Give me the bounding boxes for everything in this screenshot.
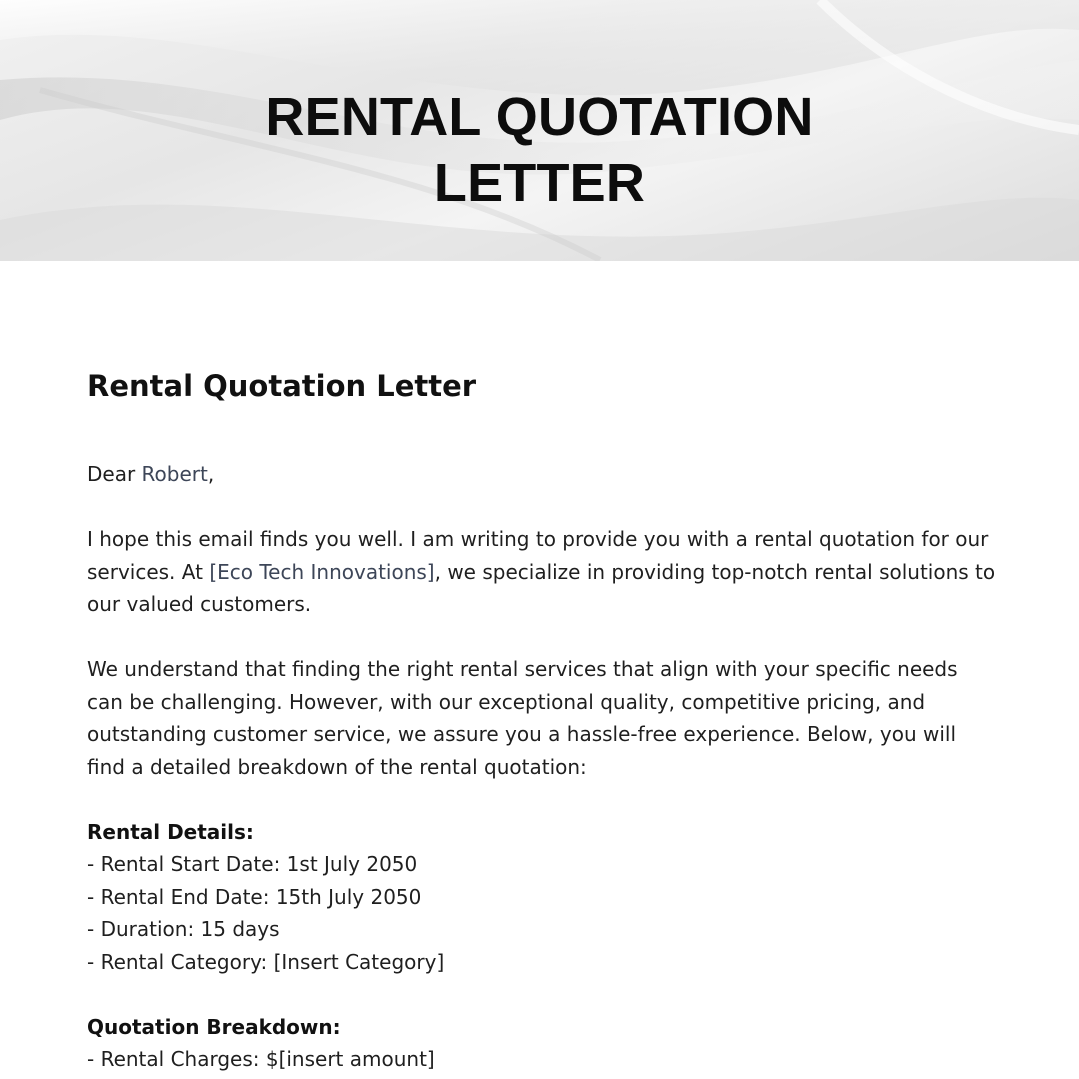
greeting-suffix: , [207,462,215,486]
intro-part2: , we specialize in providing top-notch rental solutions to our valued customers. [87,559,996,616]
rental-details-label: Rental Details: [87,819,254,844]
intro-paragraph [87,523,997,621]
banner-title-line2: LETTER [433,153,646,213]
body-paragraph: We understand that finding the right rental services that align with your specific needs can be challenging. However, with our exceptional quality, competitive pricing, and outstanding customer service, we assure you a hassle-free experience. Below, you will find a detailed breakdown of the rental quotation: [87,657,958,779]
quotation-breakdown-label: Quotation Breakdown: [87,1014,341,1039]
banner-title [0,84,1079,216]
quotation-breakdown-section [87,1011,997,1076]
greeting [87,458,997,491]
recipient-name: Robert [141,462,208,486]
document-heading: Rental Quotation Letter [87,369,477,403]
list-item: - Rental Start Date: 1st July 2050 [87,852,418,876]
company-name: [Eco Tech Innovations] [209,559,435,584]
banner-title-line1: RENTAL QUOTATION [265,87,814,147]
list-item: - Rental End Date: 15th July 2050 [87,884,422,909]
intro-part1: I hope this email finds you well. I am writing to provide you with a rental quotation for our services. At [87,527,989,584]
letter-body [87,360,997,1076]
list-item: - Duration: 15 days [87,917,280,941]
list-item: - Rental Category: [Insert Category] [87,949,445,974]
header-banner [0,0,1079,261]
list-item: - Rental Charges: $[insert amount] [87,1047,435,1071]
rental-details-section [87,816,997,979]
greeting-prefix: Dear [87,462,142,486]
